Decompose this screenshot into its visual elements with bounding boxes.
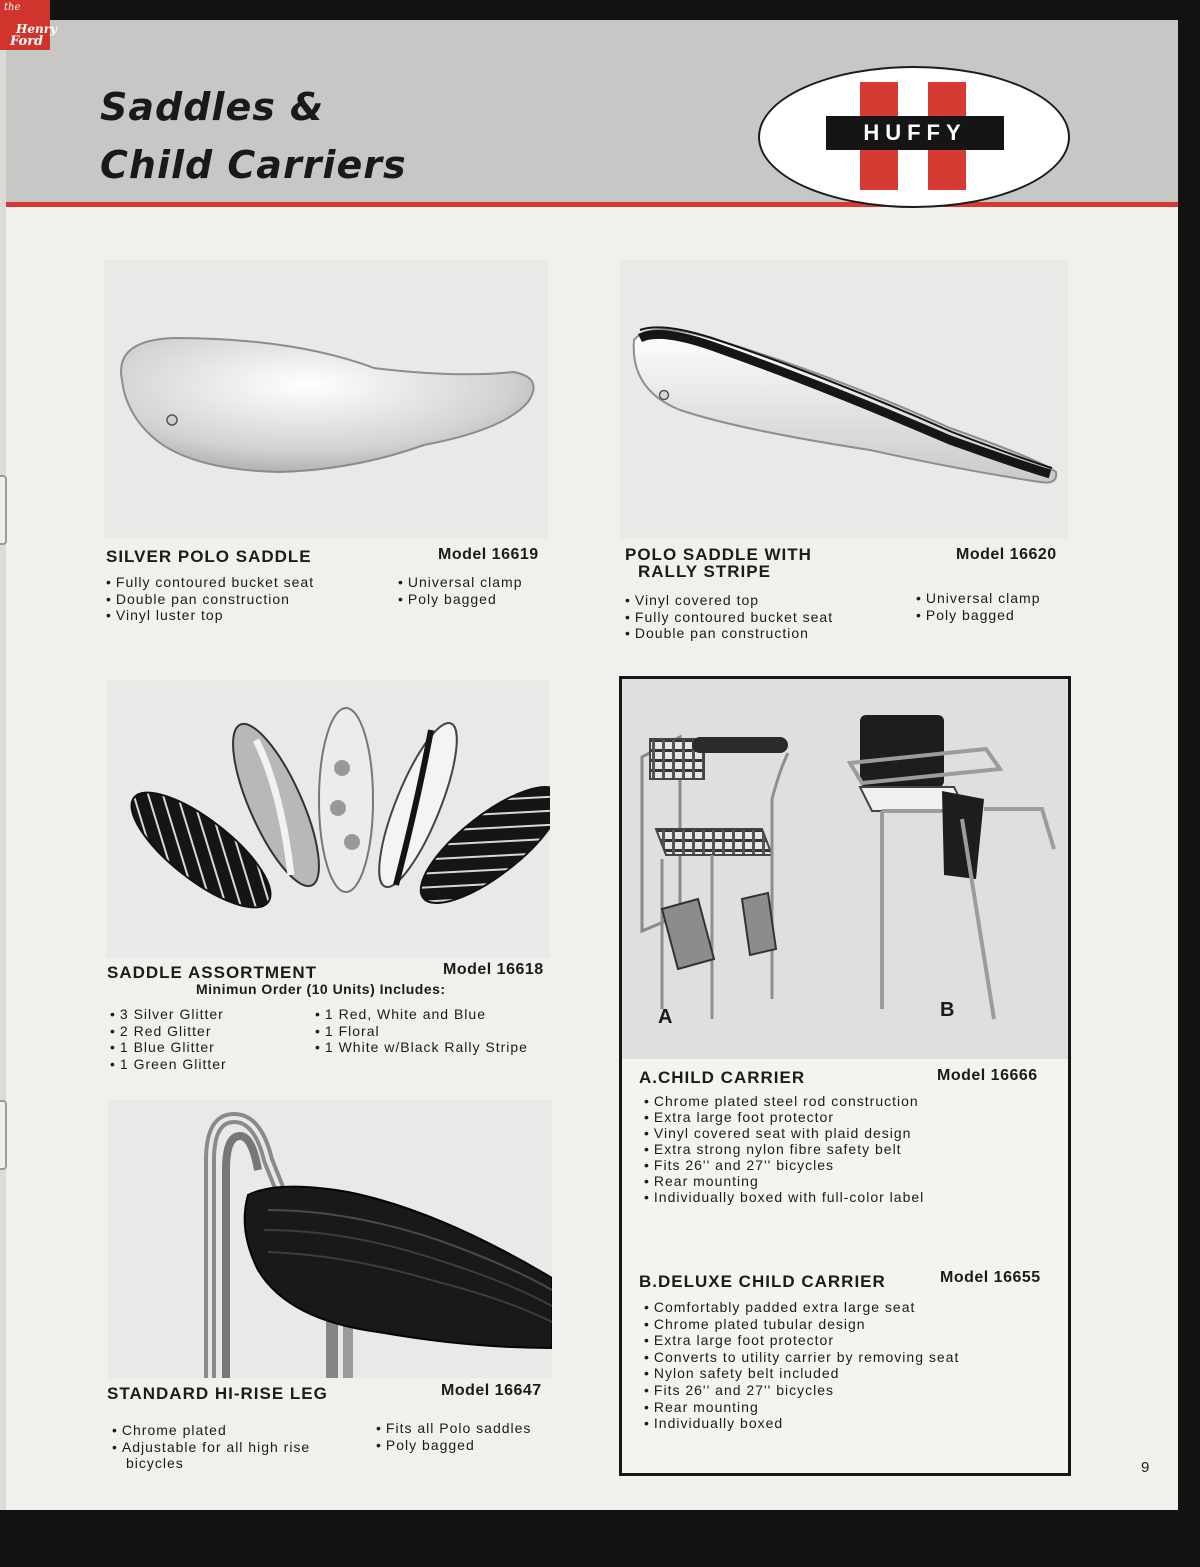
silver-polo-model: Model 16619: [438, 546, 539, 563]
child-carrier-a-name: A.CHILD CARRIER: [639, 1068, 806, 1087]
header-red-rule: [0, 202, 1178, 207]
silver-polo-features-right: [398, 574, 523, 607]
silver-polo-name: SILVER POLO SADDLE: [106, 547, 312, 566]
feature-item: • Nylon safety belt included: [644, 1365, 959, 1382]
feature-item: • Comfortably padded extra large seat: [644, 1299, 959, 1316]
feature-item: • Double pan construction: [625, 625, 833, 642]
feature-item: [112, 1439, 310, 1472]
feature-item: • 1 Floral: [315, 1023, 528, 1040]
hi-rise-name: STANDARD HI-RISE LEG: [107, 1384, 328, 1403]
page-title: [100, 78, 407, 194]
feature-item: • Double pan construction: [106, 591, 314, 608]
child-carrier-b-name: B.DELUXE CHILD CARRIER: [639, 1272, 886, 1291]
henry-ford-badge: [0, 0, 57, 50]
carrier-label-a: A: [658, 1006, 673, 1028]
child-carrier-b-features: [644, 1299, 959, 1432]
polo-rally-name-line1: POLO SADDLE WITH: [625, 545, 812, 564]
carrier-b-illustration: [850, 715, 1054, 1019]
feature-item: • Individually boxed: [644, 1415, 959, 1432]
feature-item: • Vinyl covered seat with plaid design: [644, 1125, 924, 1141]
feature-item: • 2 Red Glitter: [110, 1023, 227, 1040]
feature-item: • Extra large foot protector: [644, 1332, 959, 1349]
feature-item: • 1 White w/Black Rally Stripe: [315, 1039, 528, 1056]
binding-edge: [0, 20, 6, 1510]
badge-henry: Henry: [16, 22, 57, 36]
hi-rise-features-left: [112, 1422, 310, 1472]
assortment-features-left: [110, 1006, 227, 1072]
feature-item: • Universal clamp: [398, 574, 523, 591]
page-number: 9: [1141, 1459, 1150, 1476]
feature-item: • Vinyl luster top: [106, 607, 314, 624]
feature-item: • Rear mounting: [644, 1399, 959, 1416]
feature-item: • 1 Green Glitter: [110, 1056, 227, 1073]
catalog-page: [0, 20, 1178, 1510]
carrier-label-b: B: [940, 999, 955, 1021]
badge-ford: Ford: [10, 34, 44, 49]
feature-item: • Poly bagged: [916, 607, 1041, 624]
assortment-subtitle: Minimun Order (10 Units) Includes:: [196, 981, 446, 997]
binder-ring-top: [0, 475, 7, 545]
carrier-a-illustration: [642, 737, 788, 1019]
feature-item: • Extra large foot protector: [644, 1109, 924, 1125]
feature-text: Adjustable for all high rise: [121, 1438, 311, 1455]
assortment-model: Model 16618: [443, 961, 544, 978]
feature-item: • Fits 26'' and 27'' bicycles: [644, 1157, 924, 1173]
child-carriers-photo: [622, 679, 1068, 1059]
feature-item: • 3 Silver Glitter: [110, 1006, 227, 1023]
child-carrier-a-features: [644, 1093, 924, 1205]
feature-item: • 1 Blue Glitter: [110, 1039, 227, 1056]
hi-rise-model: Model 16647: [441, 1382, 542, 1399]
silver-polo-saddle-photo: [104, 260, 548, 538]
polo-rally-stripe-photo: [620, 260, 1068, 538]
feature-item: • Extra strong nylon fibre safety belt: [644, 1141, 924, 1157]
page-title-line2: Child Carriers: [100, 143, 407, 187]
feature-item: • Fully contoured bucket seat: [625, 609, 833, 626]
feature-item: • Converts to utility carrier by removing seat: [644, 1349, 959, 1366]
silver-polo-features-left: [106, 574, 314, 624]
saddle-assortment-photo: [106, 680, 550, 958]
child-carrier-box: [619, 676, 1071, 1476]
feature-item: • Fits 26'' and 27'' bicycles: [644, 1382, 959, 1399]
huffy-logo: [758, 66, 1070, 208]
feature-item: • Rear mounting: [644, 1173, 924, 1189]
binder-ring-bottom: [0, 1100, 7, 1170]
child-carrier-b-model: Model 16655: [940, 1269, 1041, 1286]
hi-rise-features-right: [376, 1420, 531, 1453]
feature-item: • Universal clamp: [916, 590, 1041, 607]
child-carrier-a-model: Model 16666: [937, 1067, 1038, 1084]
feature-item: • Chrome plated steel rod construction: [644, 1093, 924, 1109]
feature-continuation: bicycles: [126, 1455, 184, 1472]
logo-wordmark: HUFFY: [826, 116, 1004, 150]
polo-rally-name-line2: RALLY STRIPE: [638, 562, 771, 581]
assortment-name: SADDLE ASSORTMENT: [107, 963, 317, 982]
badge-the: the: [4, 2, 21, 13]
polo-rally-features-left: [625, 592, 833, 642]
feature-item: • Poly bagged: [398, 591, 523, 608]
hi-rise-leg-photo: [108, 1100, 552, 1378]
feature-item: • 1 Red, White and Blue: [315, 1006, 528, 1023]
feature-item: • Vinyl covered top: [625, 592, 833, 609]
feature-item: • Poly bagged: [376, 1437, 531, 1454]
feature-item: • Chrome plated tubular design: [644, 1316, 959, 1333]
feature-item: • Individually boxed with full-color label: [644, 1189, 924, 1205]
page-title-line1: Saddles &: [100, 85, 325, 129]
feature-item: • Fits all Polo saddles: [376, 1420, 531, 1437]
assortment-features-right: [315, 1006, 528, 1056]
polo-rally-model: Model 16620: [956, 546, 1057, 563]
polo-rally-features-right: [916, 590, 1041, 623]
feature-item: • Fully contoured bucket seat: [106, 574, 314, 591]
feature-item: • Chrome plated: [112, 1422, 310, 1439]
